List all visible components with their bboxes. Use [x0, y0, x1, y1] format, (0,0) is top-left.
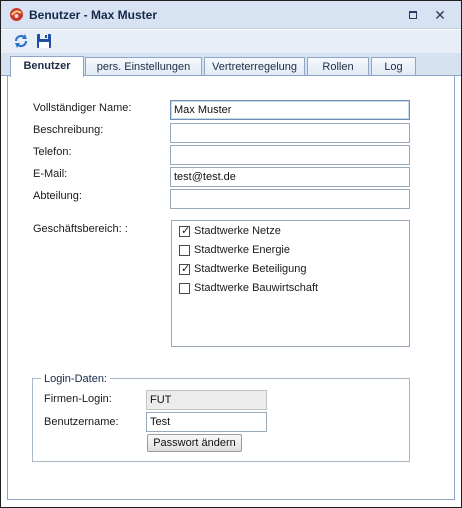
save-icon[interactable] — [35, 32, 53, 50]
option-label: Stadtwerke Beteiligung — [194, 263, 307, 275]
window-title: Benutzer - Max Muster — [29, 8, 158, 22]
toolbar — [1, 30, 461, 53]
checkmark-icon: ✓ — [181, 263, 191, 275]
phone-field[interactable] — [170, 145, 410, 165]
app-logo-icon — [9, 7, 24, 22]
title-bar[interactable] — [1, 1, 461, 29]
email-field[interactable] — [170, 167, 410, 187]
tab-benutzer[interactable]: Benutzer — [10, 56, 84, 77]
refresh-icon[interactable] — [12, 32, 30, 50]
checkbox-stadtwerke-bauwirtschaft[interactable] — [179, 283, 190, 294]
close-button[interactable]: ✕ — [434, 7, 446, 23]
option-label: Stadtwerke Bauwirtschaft — [194, 282, 319, 294]
business-area-label: Geschäftsbereich: : — [33, 223, 128, 235]
restore-button[interactable] — [404, 6, 422, 24]
description-label: Beschreibung: — [33, 124, 104, 136]
company-login-field — [146, 390, 267, 410]
checkbox-stadtwerke-energie[interactable] — [179, 245, 190, 256]
business-area-list[interactable] — [171, 220, 410, 347]
option-label: Stadtwerke Netze — [194, 225, 281, 237]
change-password-button[interactable]: Passwort ändern — [147, 434, 242, 452]
tab-log[interactable]: Log — [371, 57, 416, 77]
restore-icon — [409, 11, 417, 19]
login-data-legend: Login-Daten: — [41, 373, 110, 385]
tab-pers-einstellungen[interactable]: pers. Einstellungen — [85, 57, 202, 77]
department-label: Abteilung: — [33, 190, 82, 202]
full-name-field[interactable] — [170, 100, 410, 120]
checkbox-stadtwerke-netze[interactable] — [179, 226, 190, 237]
tab-strip — [1, 53, 461, 76]
checkbox-stadtwerke-beteiligung[interactable] — [179, 264, 190, 275]
checkmark-icon: ✓ — [181, 225, 191, 237]
description-field[interactable] — [170, 123, 410, 143]
username-field[interactable] — [146, 412, 267, 432]
tab-vertreterregelung[interactable]: Vertreterregelung — [204, 57, 305, 77]
company-login-label: Firmen-Login: — [44, 393, 112, 405]
email-label: E-Mail: — [33, 168, 68, 180]
option-label: Stadtwerke Energie — [194, 244, 290, 256]
full-name-label: Vollständiger Name: — [33, 102, 132, 114]
phone-label: Telefon: — [33, 146, 72, 158]
tab-rollen[interactable]: Rollen — [307, 57, 369, 77]
username-label: Benutzername: — [44, 416, 119, 428]
department-field[interactable] — [170, 189, 410, 209]
